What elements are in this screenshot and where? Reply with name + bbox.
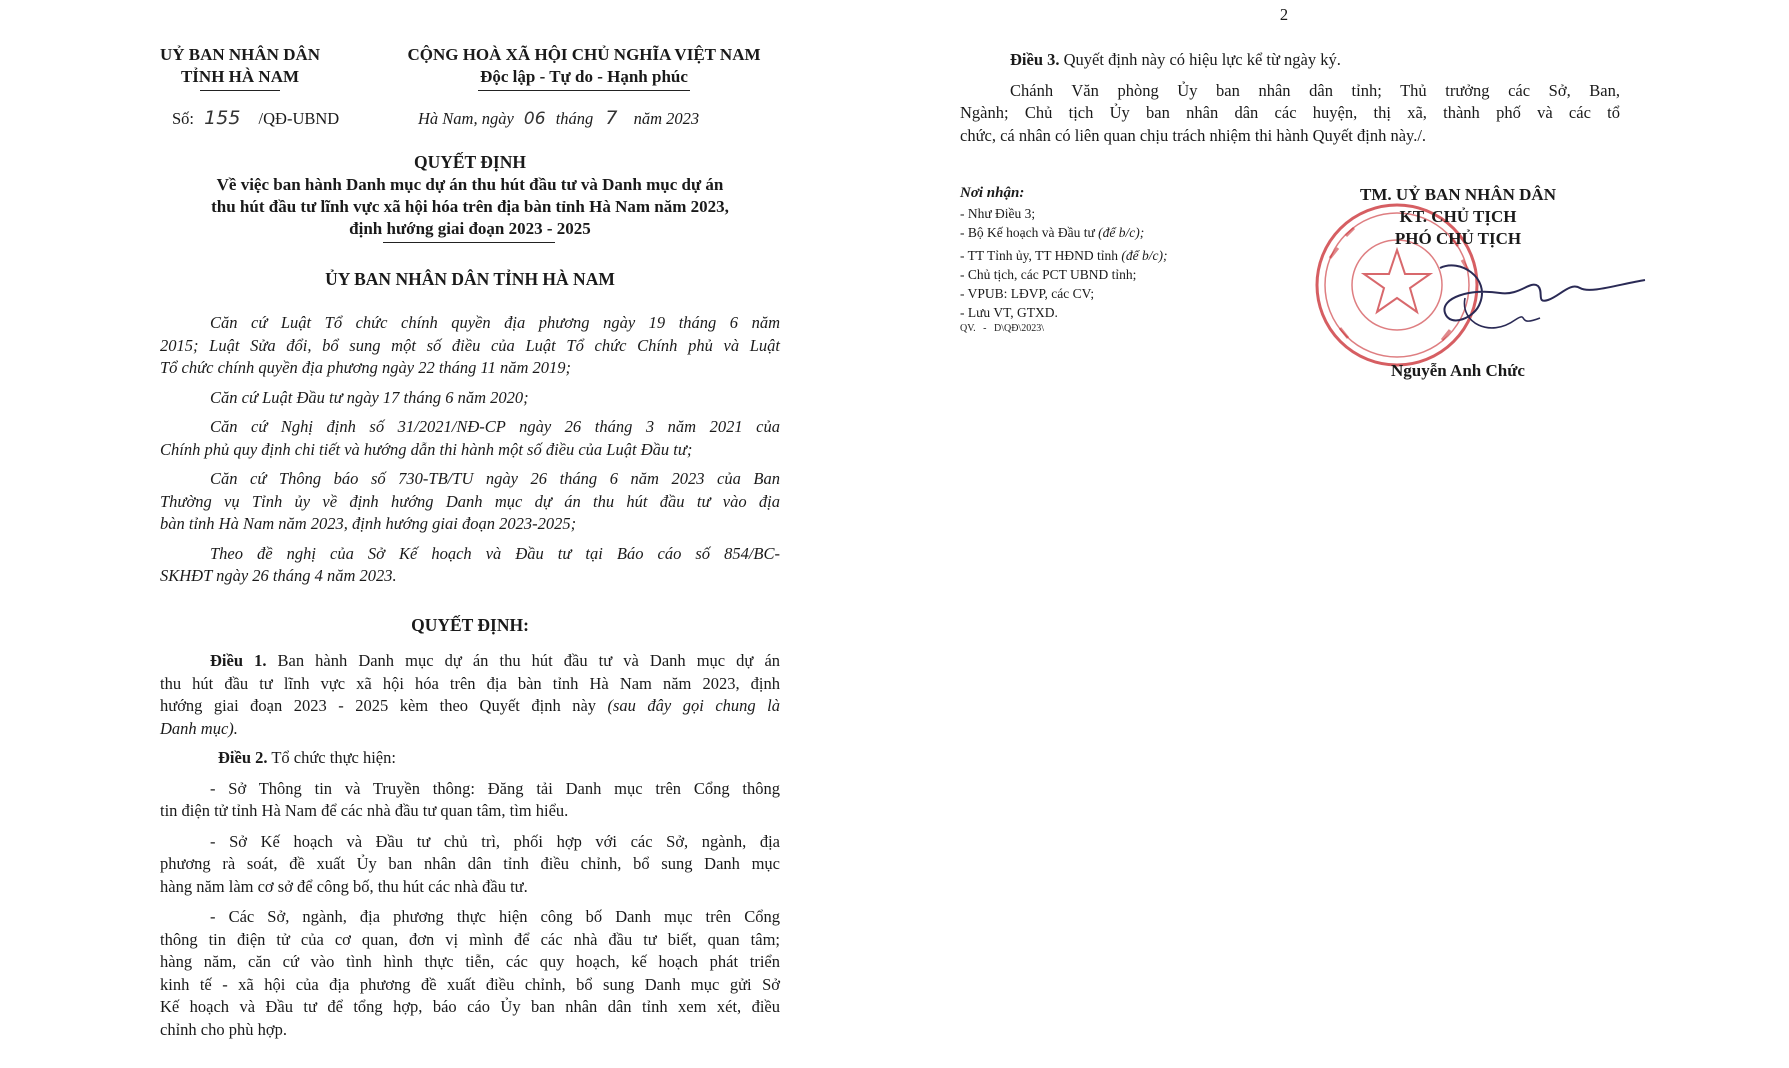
closing-line3: chức, cá nhân có liên quan chịu trách nhiệm thi hành Quyết định này./. xyxy=(960,125,1427,145)
article-1-text: Ban hành Danh mục dự án thu hút đầu tư và Danh mục dự án xyxy=(277,651,781,670)
handwritten-signature xyxy=(1420,258,1650,348)
basis-4-line2: Thường vụ Tỉnh ủy về định hướng Danh mục dự án thu hút đầu tư vào địa xyxy=(160,491,780,511)
basis-4-line3: bàn tỉnh Hà Nam năm 2023, định hướng giai đoạn 2023-2025; xyxy=(160,514,577,533)
recipient-item: - Bộ Kế hoạch và Đầu tư (để b/c); xyxy=(960,225,1145,240)
article-1-line4: Danh mục). xyxy=(160,718,238,738)
basis-1-line3: Tổ chức chính quyền địa phương ngày 22 tháng 11 năm 2019; xyxy=(160,358,571,377)
article-2-item-1-line1: - Sở Thông tin và Truyền thông: Đăng tải Danh mục trên Cổng thông xyxy=(210,778,780,798)
basis-3-line1: Căn cứ Nghị định số 31/2021/NĐ-CP ngày 26 tháng 3 năm 2021 của xyxy=(210,417,780,436)
article-2-line1 xyxy=(160,747,780,770)
date-month: 7 xyxy=(605,107,618,129)
article-2-item-3-line2: thông tin điện tử của cơ quan, đơn vị mình để các nhà đầu tư biết, quan tâm; xyxy=(160,929,780,949)
document-number xyxy=(172,107,412,131)
number-handwritten: 155 xyxy=(204,107,241,129)
recipient-item: - Chủ tịch, các PCT UBND tỉnh; xyxy=(960,267,1137,282)
number-prefix: Số: xyxy=(172,109,195,128)
signature-title-line2: KT. CHỦ TỊCH xyxy=(1399,207,1517,226)
decision-subject-line1: Về việc ban hành Danh mục dự án thu hút đầu tư và Danh mục dự án xyxy=(216,175,724,194)
article-2-item-3-line6: chỉnh cho phù hợp. xyxy=(160,1019,287,1039)
right-page xyxy=(880,0,1789,1068)
basis-4-line1: Căn cứ Thông báo số 730-TB/TU ngày 26 tháng 6 năm 2023 của Ban xyxy=(210,469,780,488)
agency-underline xyxy=(200,90,280,91)
decision-subject-line2: thu hút đầu tư lĩnh vực xã hội hóa trên địa bàn tỉnh Hà Nam năm 2023, xyxy=(211,197,729,216)
recipient-item: - Lưu VT, GTXD. xyxy=(960,305,1058,320)
article-1-line2: thu hút đầu tư lĩnh vực xã hội hóa trên địa bàn tỉnh Hà Nam năm 2023, định xyxy=(160,673,780,693)
article-3-label: Điều 3. xyxy=(1010,50,1060,69)
page-number: 2 xyxy=(1279,5,1289,24)
basis-1-line1: Căn cứ Luật Tổ chức chính quyền địa phương ngày 19 tháng 6 năm xyxy=(210,313,780,332)
recipient-item: - TT Tỉnh ủy, TT HĐND tỉnh (để b/c); xyxy=(960,248,1168,263)
article-1-line3 xyxy=(160,695,780,718)
article-2-item-2-line3: hàng năm làm cơ sở để công bố, thu hút các nhà đầu tư. xyxy=(160,876,528,896)
article-3-text: Quyết định này có hiệu lực kể từ ngày ký. xyxy=(1063,50,1341,69)
article-2-item-3-line1: - Các Sở, ngành, địa phương thực hiện công bố Danh mục trên Cổng xyxy=(210,907,780,926)
recipients-block xyxy=(960,184,1290,335)
basis-1-line2: 2015; Luật Sửa đổi, bổ sung một số điều của Luật Tổ chức Chính phủ và Luật xyxy=(160,335,780,355)
agency-name-line1: UỶ BAN NHÂN DÂN xyxy=(159,45,321,64)
article-3-line xyxy=(960,49,1620,72)
article-1-line3-text: hướng giai đoạn 2023 - 2025 kèm theo Quyết định này xyxy=(160,696,597,715)
article-2-item-2-line1: - Sở Kế hoạch và Đầu tư chủ trì, phối hợp với các Sở, ngành, địa xyxy=(210,831,780,851)
nation-motto-line2: Độc lập - Tự do - Hạnh phúc xyxy=(480,67,688,86)
article-3 xyxy=(960,49,1620,147)
article-1-line3-italic: (sau đây gọi chung là xyxy=(607,696,780,715)
decision-subject-line3: định hướng giai đoạn 2023 - 2025 xyxy=(349,219,591,238)
article-2-item-3-line4: kinh tế - xã hội của địa phương đề xuất điều chỉnh, bổ sung Danh mục gửi Sở xyxy=(160,974,780,994)
date-prefix: Hà Nam, ngày xyxy=(418,109,514,128)
basis-3-line2: Chính phủ quy định chi tiết và hướng dẫn thi hành một số điều của Luật Đầu tư; xyxy=(160,439,693,459)
article-2-item-3-line5: Kế hoạch và Đầu tư để tổng hợp, báo cáo Ủy ban nhân dân tỉnh xem xét, điều xyxy=(160,997,780,1016)
signer-name: Nguyễn Anh Chức xyxy=(1391,361,1525,380)
subject-underline xyxy=(383,242,555,243)
article-1 xyxy=(160,650,780,740)
date-month-label: tháng xyxy=(555,109,594,128)
legal-basis-list xyxy=(160,312,780,588)
article-2-text: Tổ chức thực hiện: xyxy=(271,748,396,767)
article-2-item-3-line3: hàng năm, căn cứ vào tình hình thực tiễn, các quy hoạch, kế hoạch phát triển xyxy=(160,952,780,971)
recipients-heading: Nơi nhận: xyxy=(960,185,1025,201)
basis-2-line1: Căn cứ Luật Đầu tư ngày 17 tháng 6 năm 2020; xyxy=(210,387,529,407)
recipient-item: - VPUB: LĐVP, các CV; xyxy=(960,286,1095,301)
left-page xyxy=(0,0,880,1068)
article-2-item-1-line2: tin điện tử tỉnh Hà Nam để các nhà đầu tư quan tâm, tìm hiểu. xyxy=(160,801,569,820)
agency-name-line2: TỈNH HÀ NAM xyxy=(180,67,300,86)
article-2 xyxy=(160,747,780,1041)
article-1-label: Điều 1. xyxy=(210,651,267,670)
basis-5-line2: SKHĐT ngày 26 tháng 4 năm 2023. xyxy=(160,566,397,585)
signature-title-line3: PHÓ CHỦ TỊCH xyxy=(1394,229,1522,248)
date-year: năm 2023 xyxy=(633,109,700,128)
signature-title-line1: TM. UỶ BAN NHÂN DÂN xyxy=(1360,185,1556,204)
nation-motto-line1: CỘNG HOÀ XÃ HỘI CHỦ NGHĨA VIỆT NAM xyxy=(407,45,761,64)
recipient-item: - Như Điều 3; xyxy=(960,206,1036,221)
article-1-line1 xyxy=(160,650,780,673)
closing-line1: Chánh Văn phòng Ủy ban nhân dân tỉnh; Thủ trưởng các Sở, Ban, xyxy=(1010,80,1620,100)
issuing-authority: ỦY BAN NHÂN DÂN TỈNH HÀ NAM xyxy=(325,269,615,289)
article-2-label: Điều 2. xyxy=(218,748,268,767)
decision-heading: QUYẾT ĐỊNH: xyxy=(411,615,529,635)
article-2-item-2-line2: phương rà soát, đề xuất Ủy ban nhân dân tỉnh điều chỉnh, bổ sung Danh mục xyxy=(160,854,780,873)
closing-line2: Ngành; Chủ tịch Ủy ban nhân dân các huyện, thị xã, thành phố và các tổ xyxy=(960,103,1620,122)
date-day: 06 xyxy=(523,109,546,129)
number-suffix: /QĐ-UBND xyxy=(258,109,340,128)
decision-title: QUYẾT ĐỊNH xyxy=(414,152,526,172)
document-date xyxy=(418,107,758,131)
motto-underline xyxy=(478,90,690,91)
basis-5-line1: Theo đề nghị của Sở Kế hoạch và Đầu tư tại Báo cáo số 854/BC- xyxy=(210,543,780,563)
file-reference: QV. - D\QĐ\2023\ xyxy=(960,323,1044,334)
